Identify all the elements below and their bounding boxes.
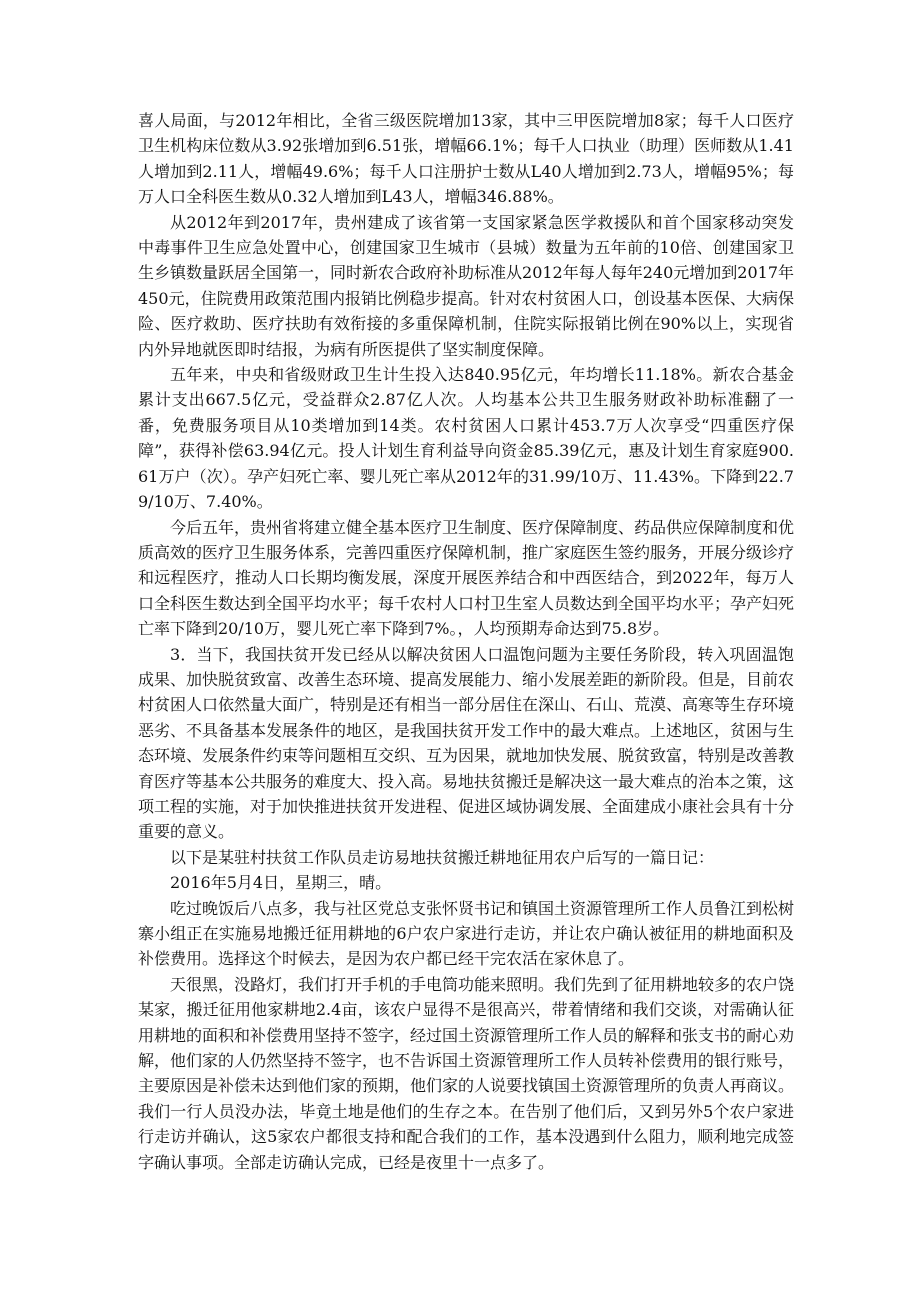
paragraph-2012-2017-achievements: 从2012年到2017年，贵州建成了该省第一支国家紧急医学救援队和首个国家移动突发中毒事件卫生应急处置中心，创建国家卫生城市（县城）数量为五年前的10倍、创建国家卫生乡镇数量跃居全国第一，同时新农合政府补助标准从2012年每人每年240元增加到2017年450元，住院费用政策范围内报销比例稳步提高。针对农村贫困人口，创设基本医保、大病保险、医疗救助、医疗扶助有效衔接的多重保障机制，住院实际报销比例在90%以上，实现省内外异地就医即时结报，为病有所医提供了坚实制度保障。	[138, 212, 794, 359]
paragraph-diary-intro: 以下是某驻村扶贫工作队员走访易地扶贫搬迁耕地征用农户后写的一篇日记：	[170, 847, 715, 867]
paragraph-five-year-investment: 五年来，中央和省级财政卫生计生投入达840.95亿元，年均增长11.18%。新农合基金累计支出667.5亿元，受益群众2.87亿人次。人均基本公共卫生服务财政补助标准翻了一番，免费服务项目从10类增加到14类。农村贫困人口累计453.7万人次享受“四重医疗保障”，获得补偿63.94亿元。投人计划生育利益导向资金85.39亿元，惠及计划生育家庭900.61万户（次）。孕产妇死亡率、婴儿死亡率从2012年的31.99/10万、11.43%。下降到22.79/10万、7.40%。	[138, 365, 794, 512]
paragraph-poverty-relocation: 3．当下，我国扶贫开发已经从以解决贫困人口温饱问题为主要任务阶段，转入巩固温饱成果、加快脱贫致富、改善生态环境、提高发展能力、缩小发展差距的新阶段。但是，目前农村贫困人口依然量大面广，特别是还有相当一部分居住在深山、石山、荒漠、高寒等生存环境恶劣、不具备基本发展条件的地区，是我国扶贫开发工作中的最大难点。上述地区，贫困与生态环境、发展条件约束等问题相互交织、互为因果，就地加快发展、脱贫致富，特别是改善教育医疗等基本公共服务的难度大、投入高。易地扶贫搬迁是解决这一最大难点的治本之策，这项工程的实施，对于加快推进扶贫开发进程、促进区域协调发展、全面建成小康社会具有十分重要的意义。	[138, 644, 795, 842]
paragraph-diary-evening-visit: 吃过晚饭后八点多，我与社区党总支张怀贤书记和镇国土资源管理所工作人员鲁江到松树寨小组正在实施易地搬迁征用耕地的6户农户家进行走访，并让农户确认被征用的耕地面积及补偿费用。选择这个时候去，是因为农户都已经干完农活在家休息了。	[138, 898, 795, 969]
paragraph-diary-night-details: 天很黑，没路灯，我们打开手机的手电筒功能来照明。我们先到了征用耕地较多的农户饶某家，搬迁征用他家耕地2.4亩，该农户显得不是很高兴，带着情绪和我们交谈，对需确认征用耕地的面积和补偿费用坚持不签字，经过国土资源管理所工作人员的解释和张支书的耐心劝解，他们家的人仍然坚持不签字，也不告诉国土资源管理所工作人员转补偿费用的银行账号，主要原因是补偿未达到他们家的预期，他们家的人说要找镇国土资源管理所的负责人再商议。我们一行人员没办法，毕竟土地是他们的生存之本。在告别了他们后，又到另外5个农户家进行走访并确认，这5家农户都很支持和配合我们的工作，基本没遇到什么阻力，顺利地完成签字确认事项。全部走访确认完成，已经是夜里十一点多了。	[138, 974, 795, 1172]
paragraph-health-stats-continued: 喜人局面，与2012年相比，全省三级医院增加13家，其中三甲医院增加8家；每千人口医疗卫生机构床位数从3.92张增加到6.51张，增幅66.1%；每千人口执业（助理）医师数从1.41人增加到2.11人，增幅49.6%；每千人口注册护士数从L40人增加到2.73人，增幅95%；每万人口全科医生数从0.32人增加到L43人，增幅346.88%。	[138, 111, 794, 207]
paragraph-diary-date: 2016年5月4日，星期三，晴。	[170, 873, 392, 893]
paragraph-next-five-years: 今后五年，贵州省将建立健全基本医疗卫生制度、医疗保障制度、药品供应保障制度和优质高效的医疗卫生服务体系，完善四重医疗保障机制，推广家庭医生签约服务，开展分级诊疗和远程医疗，推动人口长期均衡发展，深度开展医养结合和中西医结合，到2022年，每万人口全科医生数达到全国平均水平；每千农村人口村卫生室人员数达到全国平均水平；孕产妇死亡率下降到20/10万，婴儿死亡率下降到7%。，人均预期寿命达到75.8岁。	[138, 517, 795, 639]
document-body	[138, 108, 794, 1175]
